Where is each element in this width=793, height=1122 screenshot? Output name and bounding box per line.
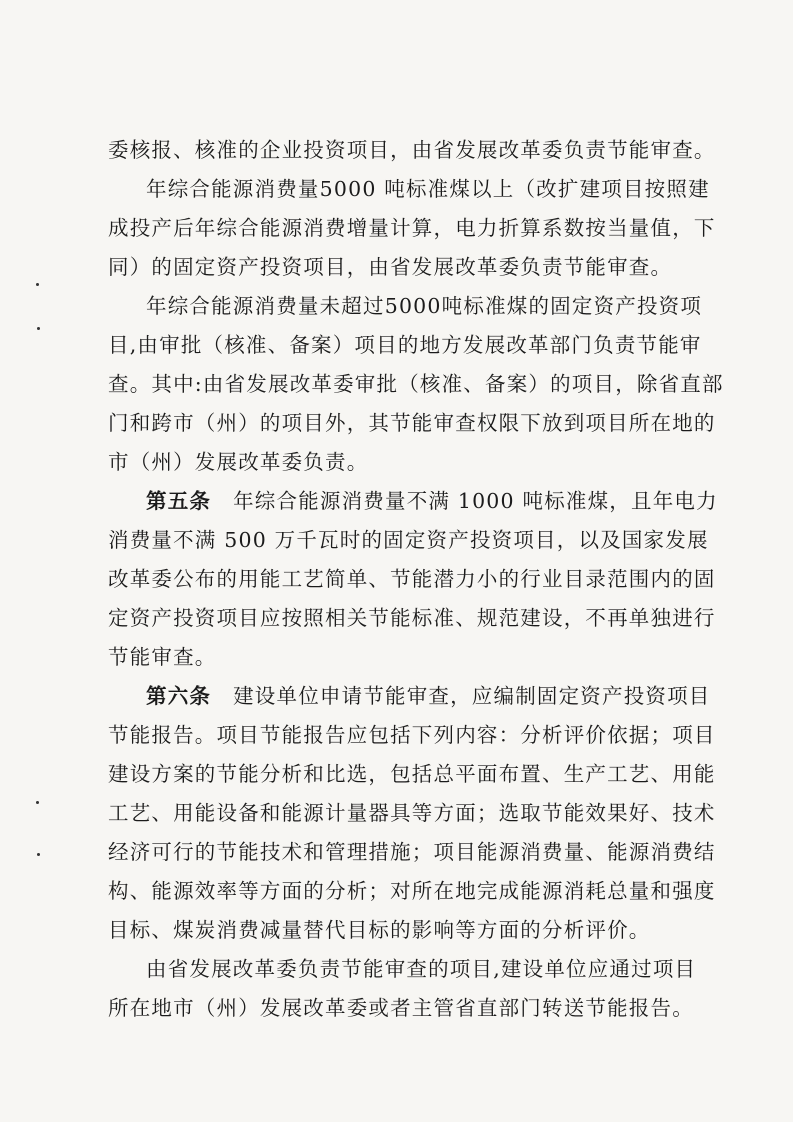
text-span: 建设单位申请节能审查，应编制固定资产投资项目	[233, 684, 711, 708]
text-line: 消费量不满 500 万千瓦时的固定资产投资项目，以及国家发展	[108, 528, 709, 552]
text-line: 查。其中:由省发展改革委审批（核准、备案）的项目，除省直部	[108, 372, 724, 396]
text-line: 目标、煤炭消费减量替代目标的影响等方面的分析评价。	[108, 918, 651, 942]
text-span: 年综合能源消费量不满 1000 吨标准煤，且年电力	[233, 489, 718, 513]
text-line: 目,由审批（核准、备案）项目的地方发展改革部门负责节能审	[108, 333, 702, 357]
text-line: 经济可行的节能技术和管理措施；项目能源消费量、能源消费结	[108, 840, 716, 864]
text-line: 构、能源效率等方面的分析；对所在地完成能源消耗总量和强度	[108, 879, 716, 903]
scan-speck	[37, 327, 40, 330]
text-line: 节能审查。	[108, 645, 217, 669]
article-5-line	[146, 491, 718, 512]
text-line: 同）的固定资产投资项目，由省发展改革委负责节能审查。	[108, 255, 673, 279]
text-line: 年综合能源消费量未超过5000吨标准煤的固定资产投资项	[146, 294, 703, 318]
article-6-line	[146, 686, 711, 707]
scan-speck	[36, 801, 39, 804]
text-line: 成投产后年综合能源消费增量计算，电力折算系数按当量值，下	[108, 216, 716, 240]
scan-speck	[36, 283, 39, 286]
text-line: 市（州）发展改革委负责。	[108, 450, 369, 474]
text-line: 所在地市（州）发展改革委或者主管省直部门转送节能报告。	[108, 996, 694, 1020]
text-line: 工艺、用能设备和能源计量器具等方面；选取节能效果好、技术	[108, 801, 716, 825]
text-line: 由省发展改革委负责节能审查的项目,建设单位应通过项目	[146, 957, 697, 981]
text-line: 委核报、核准的企业投资项目，由省发展改革委负责节能审查。	[108, 138, 716, 162]
text-line: 门和跨市（州）的项目外，其节能审查权限下放到项目所在地的	[108, 411, 716, 435]
text-line: 定资产投资项目应按照相关节能标准、规范建设，不再单独进行	[108, 606, 716, 630]
scan-speck	[37, 853, 40, 856]
text-line: 建设方案的节能分析和比选，包括总平面布置、生产工艺、用能	[108, 762, 716, 786]
text-line: 节能报告。项目节能报告应包括下列内容：分析评价依据；项目	[108, 723, 716, 747]
text-line: 改革委公布的用能工艺简单、节能潜力小的行业目录范围内的固	[108, 567, 716, 591]
article-5-title: 第五条	[146, 489, 212, 513]
article-6-title: 第六条	[146, 684, 212, 708]
text-line: 年综合能源消费量5000 吨标准煤以上（改扩建项目按照建	[146, 177, 710, 201]
